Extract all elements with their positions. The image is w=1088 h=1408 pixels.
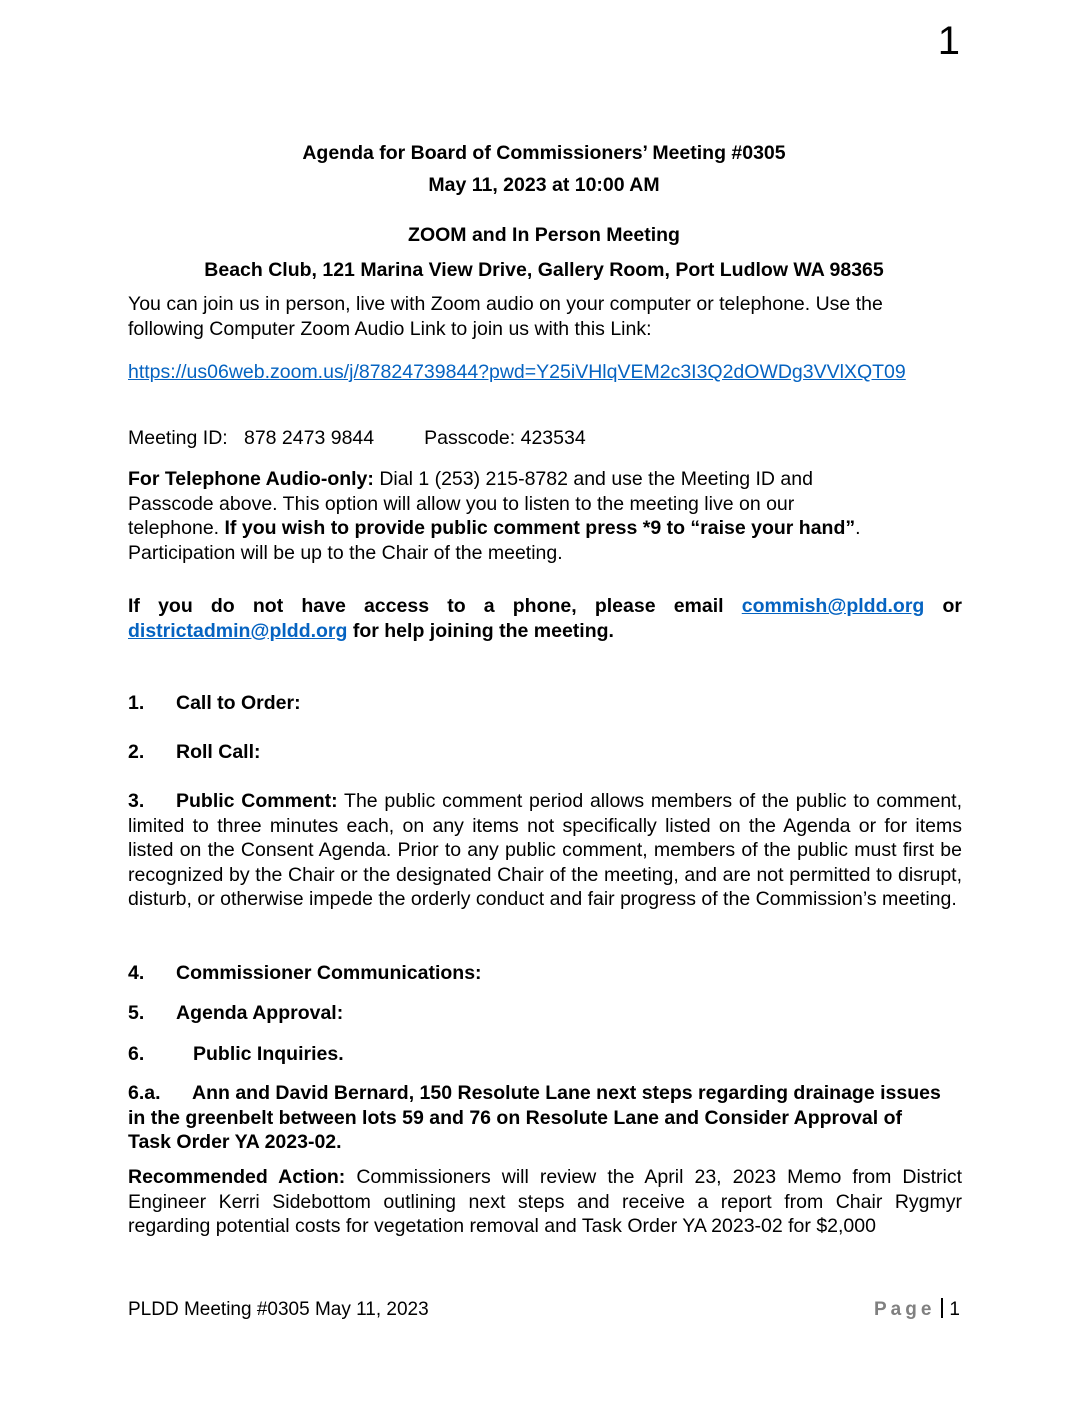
agenda-item-number: 4. bbox=[128, 962, 145, 984]
agenda-item-label: Call to Order: bbox=[176, 692, 301, 714]
footer-page-indicator bbox=[874, 1298, 960, 1322]
agenda-item-number: 3. bbox=[128, 790, 145, 812]
telephone-paragraph bbox=[128, 467, 868, 565]
recommended-action bbox=[128, 1165, 962, 1239]
no-phone-help: for help joining the meeting. bbox=[347, 619, 614, 642]
no-phone-paragraph bbox=[128, 594, 962, 643]
page-number-top: 1 bbox=[937, 19, 960, 63]
recommended-action-text: Commissioners will review the April 23, 2023 Memo from District Engineer Kerri Sidebottom outlining next steps and receive a report from Chair Rygmyr regarding potential costs for vegetation removal and Task Order YA 2023-02 for $2,000 bbox=[128, 1166, 962, 1237]
telephone-participation: . Participation will be up to the Chair of the meeting. bbox=[128, 517, 861, 564]
agenda-item-6a bbox=[128, 1081, 948, 1155]
agenda-item-label: Commissioner Communications: bbox=[176, 962, 482, 984]
public-comment-text: The public comment period allows members of the public to comment, limited to three minutes each, on any items not specifically listed on the Agenda or for items listed on the Consent Agenda. Prior to any public comment, members of the public must first be recognized by the Chair or the designated Chair of the meeting, and are not permitted to disrupt, disturb, or otherwise impede the orderly conduct and fair progress of the Commission’s meeting. bbox=[128, 790, 962, 910]
agenda-item-6 bbox=[128, 1042, 962, 1067]
telephone-label: For Telephone Audio-only: bbox=[128, 468, 374, 490]
zoom-link[interactable]: https://us06web.zoom.us/j/87824739844?pwd=Y25iVHlqVEM2c3I3Q2dOWDg3VVlXQT09 bbox=[128, 361, 906, 383]
meeting-id-label: Meeting ID: bbox=[128, 427, 228, 449]
raise-hand-instructions: If you wish to provide public comment press *9 to “raise your hand” bbox=[224, 517, 856, 539]
agenda-item-2 bbox=[128, 740, 962, 765]
footer-page-word: Page bbox=[874, 1299, 936, 1320]
footer-page-number: 1 bbox=[949, 1299, 960, 1320]
districtadmin-email-link[interactable]: districtadmin@pldd.org bbox=[128, 619, 348, 642]
footer-meeting-label: PLDD Meeting #0305 May 11, 2023 bbox=[128, 1299, 429, 1320]
agenda-item-number: 2. bbox=[128, 741, 145, 763]
agenda-item-3 bbox=[128, 789, 962, 912]
commish-email-link[interactable]: commish@pldd.org bbox=[741, 595, 925, 617]
agenda-item-label: Agenda Approval: bbox=[176, 1002, 344, 1024]
agenda-item-number: 5. bbox=[128, 1002, 145, 1024]
footer-separator bbox=[941, 1298, 943, 1318]
no-phone-or: or bbox=[924, 595, 963, 617]
recommended-action-label: Recommended Action: bbox=[128, 1166, 346, 1188]
meeting-credentials bbox=[128, 426, 962, 451]
telephone-text: Dial 1 (253) 215-8782 and use the Meeting ID and Passcode above. This option will allow you to listen to the meeting live on our telephone. bbox=[128, 468, 813, 539]
meeting-id: 878 2473 9844 bbox=[243, 427, 375, 449]
intro-paragraph: You can join us in person, live with Zoom audio on your computer or telephone. Use the following Computer Zoom Audio Link to join us with this Link: bbox=[128, 293, 883, 340]
agenda-item-1 bbox=[128, 691, 962, 716]
agenda-item-4 bbox=[128, 961, 962, 986]
passcode: 423534 bbox=[520, 427, 586, 449]
agenda-item-number: 1. bbox=[128, 692, 145, 714]
meeting-subtitle: ZOOM and In Person Meeting bbox=[408, 224, 680, 246]
meeting-date: May 11, 2023 at 10:00 AM bbox=[428, 174, 660, 196]
agenda-item-label: Roll Call: bbox=[176, 741, 261, 763]
agenda-item-number: 6.a. bbox=[128, 1082, 161, 1104]
agenda-title: Agenda for Board of Commissioners’ Meeting #0305 bbox=[302, 142, 786, 164]
agenda-item-number: 6. bbox=[128, 1043, 145, 1065]
agenda-item-5 bbox=[128, 1001, 962, 1026]
agenda-item-label: Public Comment: bbox=[176, 790, 338, 812]
zoom-link-paragraph bbox=[128, 360, 962, 385]
meeting-location: Beach Club, 121 Marina View Drive, Gallery Room, Port Ludlow WA 98365 bbox=[204, 259, 884, 281]
agenda-item-6a-text: Ann and David Bernard, 150 Resolute Lane next steps regarding drainage issues in the greenbelt between lots 59 and 76 on Resolute Lane and Consider Approval of Task Order YA 2023-02. bbox=[128, 1082, 941, 1153]
passcode-label: Passcode: bbox=[424, 427, 516, 449]
agenda-item-label: Public Inquiries. bbox=[193, 1043, 344, 1065]
no-phone-text: If you do not have access to a phone, please email bbox=[128, 595, 742, 617]
